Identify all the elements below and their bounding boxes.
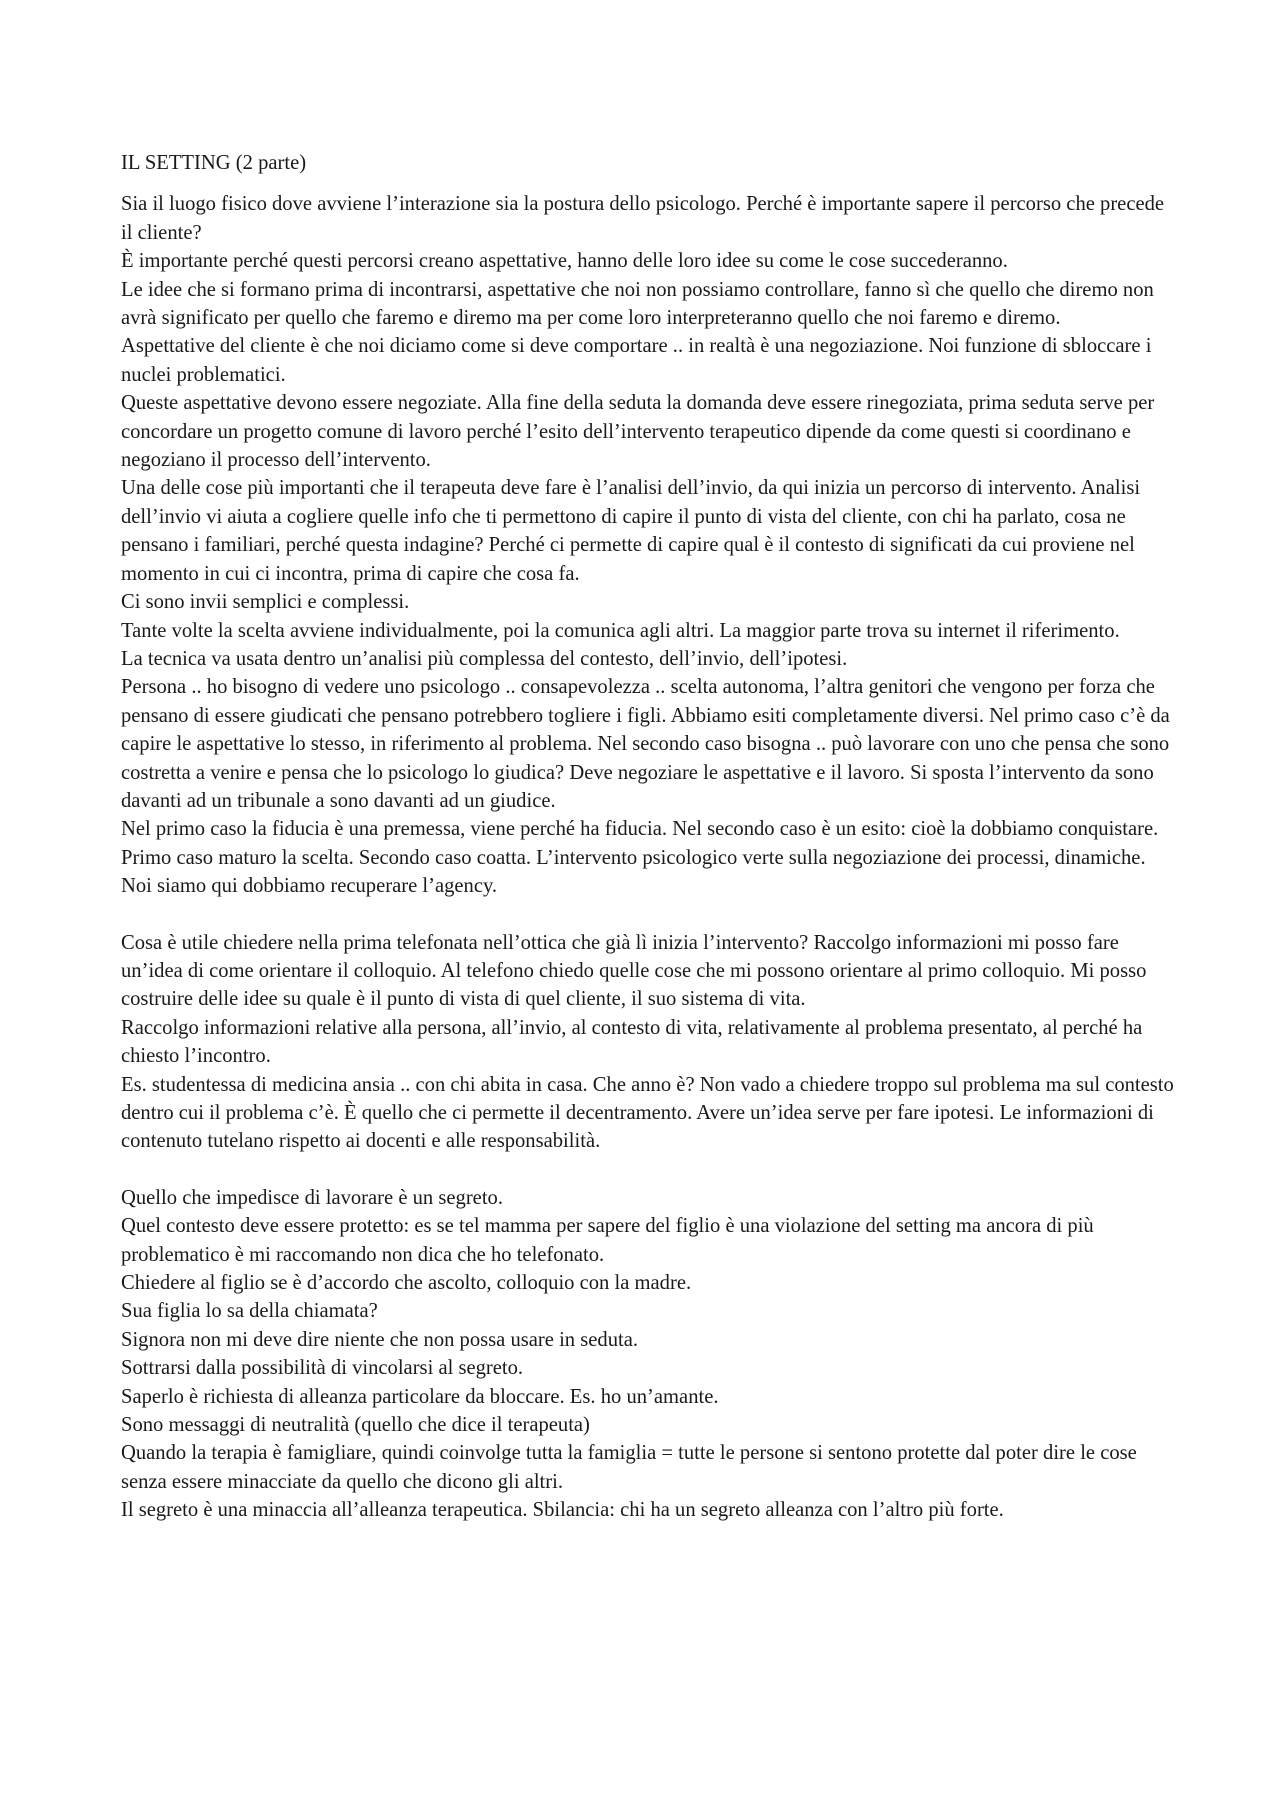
paragraph: Il segreto è una minaccia all’alleanza terapeutica. Sbilancia: chi ha un segreto alleanza con l’altro più forte. (121, 1499, 1004, 1522)
paragraph: Es. studentessa di medicina ansia .. con chi abita in casa. Che anno è? Non vado a chiedere troppo sul problema ma sul contesto dentro cui il problema c’è. È quello che ci permette il decentramento. Avere un’idea serve per fare ipotesi. Le informazioni di contenuto tutelano rispetto ai docenti e alle responsabilità. (121, 1073, 1174, 1153)
paragraph: Una delle cose più importanti che il terapeuta deve fare è l’analisi dell’invio, da qui inizia un percorso di intervento. Analisi dell’invio vi aiuta a cogliere quelle info che ti permettono di capire il punto di vista del cliente, con chi ha parlato, cosa ne pensano i familiari, perché questa indagine? Perché ci permette di capire qual è il contesto di significati da cui proviene nel momento in cui ci incontra, prima di capire che cosa fa. (121, 477, 1141, 585)
paragraph: Queste aspettative devono essere negoziate. Alla fine della seduta la domanda deve essere rinegoziata, prima seduta serve per concordare un progetto comune di lavoro perché l’esito dell’intervento terapeutico dipende da come questi si coordinano e negoziano il processo dell’intervento. (121, 392, 1155, 472)
document-title: IL SETTING (2 parte) (121, 152, 307, 174)
paragraph: Tante volte la scelta avviene individualmente, poi la comunica agli altri. La maggior parte trova su internet il riferimento. (121, 619, 1120, 642)
paragraph: Saperlo è richiesta di alleanza particolare da bloccare. Es. ho un’amante. (121, 1385, 719, 1408)
paragraph: Quando la terapia è famigliare, quindi coinvolge tutta la famiglia = tutte le persone si sentono protette dal poter dire le cose senza essere minacciate da quello che dicono gli altri. (121, 1442, 1137, 1493)
paragraph: Le idee che si formano prima di incontrarsi, aspettative che noi non possiamo controllare, fanno sì che quello che diremo non avrà significato per quello che faremo e diremo ma per come loro interpreteranno quello che noi faremo e diremo. (121, 278, 1154, 330)
paragraph: Quel contesto deve essere protetto: es se tel mamma per sapere del figlio è una violazione del setting ma ancora di più problematico è mi raccomando non dica che ho telefonato. (121, 1215, 1094, 1266)
paragraph-gap (121, 901, 1176, 929)
paragraph: Quello che impedisce di lavorare è un segreto. (121, 1186, 503, 1209)
paragraph: Sono messaggi di neutralità (quello che dice il terapeuta) (121, 1414, 590, 1437)
paragraph: Aspettative del cliente è che noi diciamo come si deve comportare .. in realtà è una negoziazione. Noi funzione di sbloccare i nuclei problematici. (121, 335, 1152, 386)
section-setting-expectations (121, 190, 1176, 900)
paragraph-gap (121, 1156, 1176, 1184)
section-first-phone-call (121, 929, 1176, 1156)
paragraph: Sottrarsi dalla possibilità di vincolarsi al segreto. (121, 1357, 524, 1380)
paragraph: Chiedere al figlio se è d’accordo che ascolto, colloquio con la madre. (121, 1272, 692, 1295)
paragraph: La tecnica va usata dentro un’analisi più complessa del contesto, dell’invio, dell’ipotesi. (121, 647, 848, 670)
section-secret (121, 1184, 1176, 1525)
paragraph: Sia il luogo fisico dove avviene l’interazione sia la postura dello psicologo. Perché è importante sapere il percorso che precede il cliente? (121, 193, 1165, 244)
paragraph: Ci sono invii semplici e complessi. (121, 591, 410, 614)
paragraph: Nel primo caso la fiducia è una premessa, viene perché ha fiducia. Nel secondo caso è un esito: cioè la dobbiamo conquistare. Primo caso maturo la scelta. Secondo caso coatta. L’intervento psicologico verte sulla negoziazione dei processi, dinamiche. Noi siamo qui dobbiamo recuperare l’agency. (121, 818, 1159, 898)
paragraph: Signora non mi deve dire niente che non possa usare in seduta. (121, 1328, 638, 1351)
document-body (121, 149, 1176, 1525)
paragraph: Sua figlia lo sa della chiamata? (121, 1300, 378, 1323)
paragraph: Cosa è utile chiedere nella prima telefonata nell’ottica che già lì inizia l’intervento? Raccolgo informazioni mi posso fare un’idea di come orientare il colloquio. Al telefono chiedo quelle cose che mi possono orientare al primo colloquio. Mi posso costruire delle idee su quale è il punto di vista di quel cliente, il suo sistema di vita. (121, 931, 1147, 1011)
paragraph: È importante perché questi percorsi creano aspettative, hanno delle loro idee su come le cose succederanno. (121, 250, 1008, 273)
paragraph: Raccolgo informazioni relative alla persona, all’invio, al contesto di vita, relativamente al problema presentato, al perché ha chiesto l’incontro. (121, 1016, 1143, 1068)
paragraph: Persona .. ho bisogno di vedere uno psicologo .. consapevolezza .. scelta autonoma, l’altra genitori che vengono per forza che pensano di essere giudicati che pensano potrebbero togliere i figli. Abbiamo esiti completamente diversi. Nel primo caso c’è da capire le aspettative lo stesso, in riferimento al problema. Nel secondo caso bisogna .. può lavorare con uno che pensa che sono costretta a venire e pensa che lo psicologo lo giudica? Deve negoziare le aspettative e il lavoro. Si sposta l’intervento da sono davanti ad un tribunale a sono davanti ad un giudice. (121, 676, 1170, 812)
